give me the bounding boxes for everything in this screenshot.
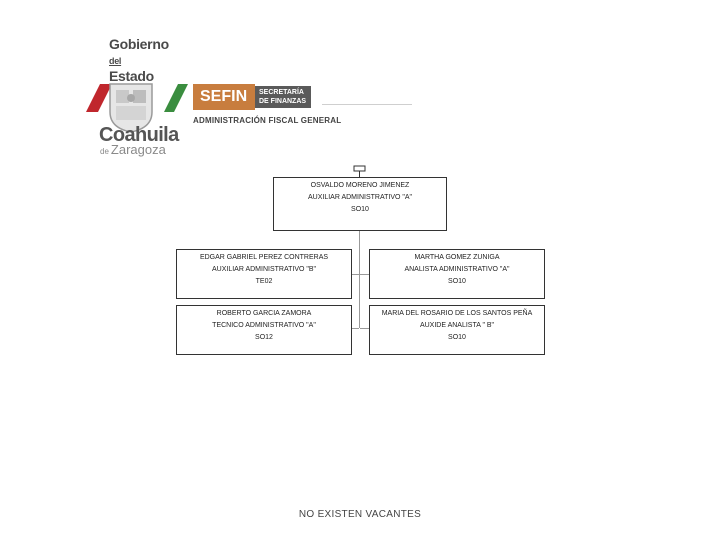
- node-name: ROBERTO GARCIA ZAMORA: [216, 310, 312, 317]
- secretaria-label: [255, 86, 311, 108]
- org-node-left-1: [176, 249, 352, 299]
- org-node-right-1: [369, 249, 545, 299]
- secretaria-line-1: SECRETARÍA: [259, 89, 304, 96]
- org-node-right-2: [369, 305, 545, 355]
- node-code: SO12: [255, 334, 273, 341]
- node-code: SO10: [448, 278, 466, 285]
- org-connector-vertical: [359, 231, 360, 328]
- zaragoza-text: Zaragoza: [110, 142, 166, 157]
- no-vacancies-note: NO EXISTEN VACANTES: [298, 509, 422, 520]
- node-name: OSVALDO MORENO JIMENEZ: [310, 182, 410, 189]
- header-divider: [322, 104, 412, 105]
- node-code: SO10: [351, 206, 369, 213]
- de-text: de: [100, 147, 109, 156]
- org-connector-left-2: [352, 328, 359, 329]
- sefin-logo: [193, 84, 319, 110]
- node-title: AUXILIAR ADMINISTRATIVO "A": [307, 194, 413, 201]
- org-node-top: [273, 177, 447, 231]
- node-title: AUXIDE ANALISTA " B": [419, 322, 495, 329]
- node-title: TECNICO ADMINISTRATIVO "A": [212, 322, 316, 329]
- org-connector-right-2: [360, 328, 369, 329]
- node-code: SO10: [448, 334, 466, 341]
- org-node-left-2: [176, 305, 352, 355]
- node-name: MARTHA GOMEZ ZUNIGA: [414, 254, 500, 261]
- node-name: MARIA DEL ROSARIO DE LOS SANTOS PEÑA: [381, 310, 533, 317]
- estado-text: Estado: [109, 68, 154, 84]
- node-title: AUXILIAR ADMINISTRATIVO "B": [211, 266, 317, 273]
- del-text: del: [109, 56, 122, 66]
- administracion-fiscal-label: ADMINISTRACIÓN FISCAL GENERAL: [193, 116, 342, 125]
- coahuila-text: Coahuila: [99, 124, 179, 146]
- org-connector-right-1: [360, 274, 369, 275]
- secretaria-line-2: DE FINANZAS: [259, 98, 307, 105]
- gobierno-text: Gobierno: [109, 36, 169, 52]
- de-zaragoza-text: [100, 142, 166, 157]
- sefin-label: SEFIN: [193, 84, 255, 110]
- org-connector-left-1: [352, 274, 359, 275]
- node-name: EDGAR GABRIEL PEREZ CONTRERAS: [199, 254, 329, 261]
- node-code: TE02: [255, 278, 273, 285]
- node-title: ANALISTA ADMINISTRATIVO "A": [404, 266, 510, 273]
- del-estado-text: [109, 52, 169, 84]
- gobierno-del-estado-logo-text: [109, 37, 169, 84]
